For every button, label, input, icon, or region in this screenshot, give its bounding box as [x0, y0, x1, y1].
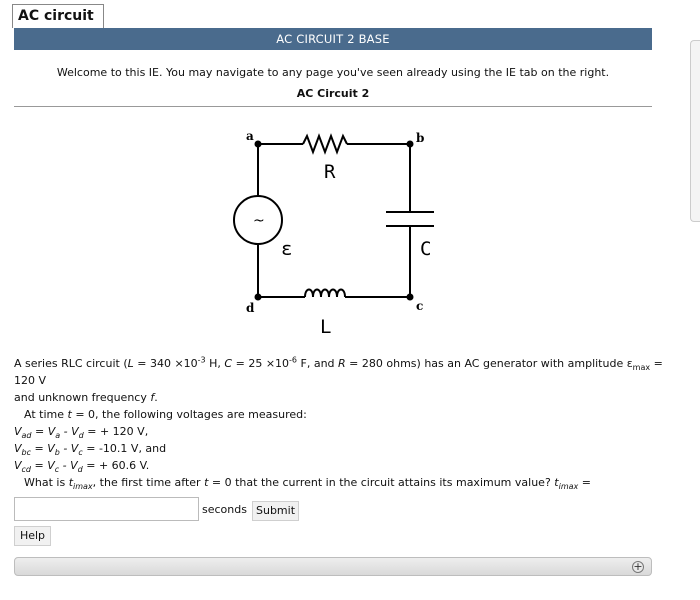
page-tab[interactable]: AC circuit [12, 4, 104, 28]
problem-line-3: At time t = 0, the following voltages are measured: [24, 408, 307, 421]
voltage-vbc: $V_{bc} = V_b - V_c = -10.1$ V, and [14, 442, 167, 458]
node-a-dot [255, 141, 262, 148]
problem-line-1: A series RLC circuit ($L = 340 \times 10^{-3}$ H, $C = 25 \times 10^{-6}$ F, and R = 280 ohms) has an AC generator with amplitude $\varepsilon_{max} = 120$ V [14, 355, 663, 387]
divider [14, 106, 652, 107]
submit-button[interactable]: Submit [252, 501, 299, 521]
collapsed-panel-bar[interactable] [14, 557, 652, 576]
node-d-dot [255, 294, 262, 301]
expand-plus-icon[interactable]: + [633, 560, 643, 573]
node-c-label: c [416, 299, 424, 313]
source-wave-glyph: ~ [253, 213, 265, 229]
node-d-label: d [246, 301, 255, 315]
unit-label: seconds [202, 503, 247, 516]
circuit-diagram [225, 124, 445, 342]
voltage-vad: $V_{ad} = V_a - V_d$ = + 120 V, [14, 425, 149, 441]
voltage-vcd: $V_{cd} = V_c - V_d$ = + 60.6 V. [14, 459, 150, 475]
node-b-label: b [416, 131, 425, 145]
welcome-text: Welcome to this IE. You may navigate to any page you've seen already using the IE tab on the right. [56, 66, 610, 79]
side-panel-handle[interactable] [690, 40, 700, 222]
node-b-dot [407, 141, 414, 148]
question-line: What is $t_{imax}$, the first time after t = 0 that the current in the circuit attains its maximum value? $t_{imax}$ = [24, 476, 591, 492]
page-banner: AC CIRCUIT 2 BASE [14, 28, 652, 50]
problem-statement [14, 355, 674, 491]
page-subtitle: AC Circuit 2 [296, 87, 370, 100]
node-c-dot [407, 294, 414, 301]
inductor-coil [305, 290, 345, 298]
resistor-zigzag [303, 136, 347, 152]
help-button[interactable]: Help [14, 526, 51, 546]
answer-input[interactable] [14, 497, 199, 521]
problem-line-2: and unknown frequency f. [14, 391, 158, 404]
capacitor-label: C [420, 238, 432, 260]
resistor-label: R [324, 161, 336, 183]
node-a-label: a [246, 129, 254, 143]
inductor-label: L [320, 316, 332, 338]
source-label: ε [281, 238, 293, 260]
